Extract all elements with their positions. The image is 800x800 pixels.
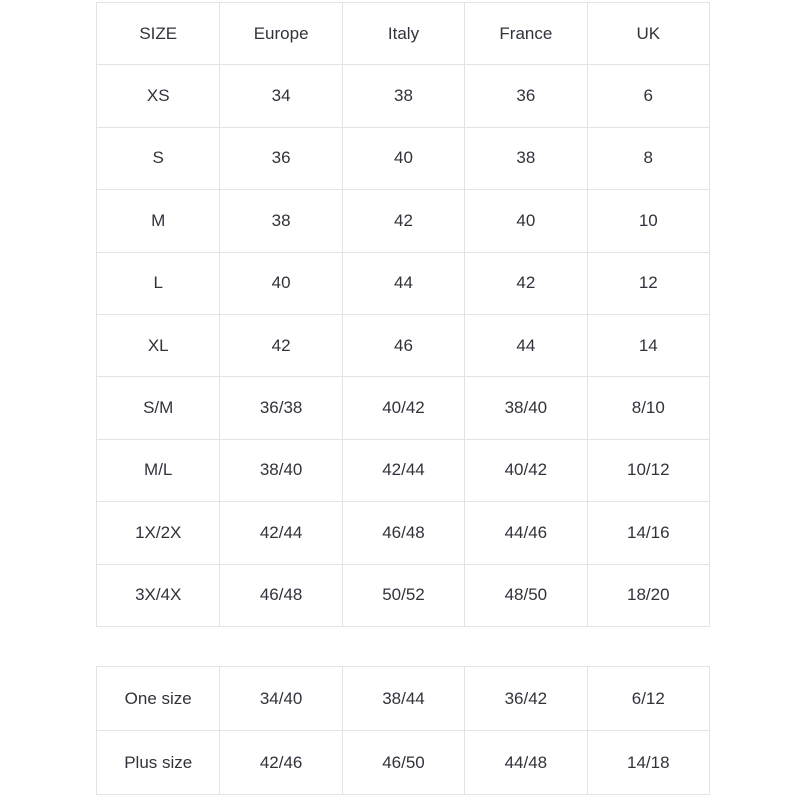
cell-france: 38/40 xyxy=(465,377,587,439)
row-label: M/L xyxy=(97,439,220,501)
column-header-europe: Europe xyxy=(220,3,342,65)
cell-uk: 12 xyxy=(587,252,709,314)
extra-size-table-wrapper xyxy=(96,666,710,795)
column-header-france: France xyxy=(465,3,587,65)
table-row xyxy=(97,190,710,252)
cell-italy: 38/44 xyxy=(342,667,464,731)
cell-uk: 8/10 xyxy=(587,377,709,439)
table-row xyxy=(97,502,710,564)
cell-italy: 42/44 xyxy=(342,439,464,501)
cell-europe: 36 xyxy=(220,127,342,189)
table-row xyxy=(97,314,710,376)
cell-italy: 42 xyxy=(342,190,464,252)
extra-size-table xyxy=(96,666,710,795)
row-label: L xyxy=(97,252,220,314)
cell-europe: 42/44 xyxy=(220,502,342,564)
cell-uk: 6 xyxy=(587,65,709,127)
cell-italy: 50/52 xyxy=(342,564,464,626)
table-row xyxy=(97,377,710,439)
cell-italy: 44 xyxy=(342,252,464,314)
column-header-italy: Italy xyxy=(342,3,464,65)
cell-uk: 14 xyxy=(587,314,709,376)
cell-europe: 36/38 xyxy=(220,377,342,439)
column-header-uk: UK xyxy=(587,3,709,65)
table-body xyxy=(97,65,710,627)
table-row xyxy=(97,252,710,314)
cell-uk: 14/16 xyxy=(587,502,709,564)
cell-france: 40/42 xyxy=(465,439,587,501)
cell-uk: 6/12 xyxy=(587,667,709,731)
row-label: Plus size xyxy=(97,731,220,795)
cell-france: 44/46 xyxy=(465,502,587,564)
cell-italy: 38 xyxy=(342,65,464,127)
row-label: 3X/4X xyxy=(97,564,220,626)
row-label: S xyxy=(97,127,220,189)
cell-uk: 18/20 xyxy=(587,564,709,626)
row-label: XL xyxy=(97,314,220,376)
table-row xyxy=(97,731,710,795)
cell-france: 36 xyxy=(465,65,587,127)
cell-italy: 46/50 xyxy=(342,731,464,795)
table-row xyxy=(97,667,710,731)
cell-europe: 34/40 xyxy=(220,667,342,731)
row-label: 1X/2X xyxy=(97,502,220,564)
cell-france: 48/50 xyxy=(465,564,587,626)
table-head xyxy=(97,3,710,65)
cell-france: 42 xyxy=(465,252,587,314)
cell-europe: 34 xyxy=(220,65,342,127)
cell-france: 38 xyxy=(465,127,587,189)
cell-italy: 46/48 xyxy=(342,502,464,564)
cell-europe: 46/48 xyxy=(220,564,342,626)
cell-europe: 42 xyxy=(220,314,342,376)
column-header-size: SIZE xyxy=(97,3,220,65)
cell-france: 40 xyxy=(465,190,587,252)
row-label: S/M xyxy=(97,377,220,439)
cell-france: 44/48 xyxy=(465,731,587,795)
cell-uk: 10/12 xyxy=(587,439,709,501)
cell-europe: 42/46 xyxy=(220,731,342,795)
table-row xyxy=(97,439,710,501)
cell-europe: 38/40 xyxy=(220,439,342,501)
cell-europe: 38 xyxy=(220,190,342,252)
main-size-table-wrapper xyxy=(96,2,710,627)
cell-uk: 8 xyxy=(587,127,709,189)
cell-italy: 40/42 xyxy=(342,377,464,439)
cell-italy: 40 xyxy=(342,127,464,189)
row-label: One size xyxy=(97,667,220,731)
extra-table-body xyxy=(97,667,710,795)
row-label: XS xyxy=(97,65,220,127)
table-header-row xyxy=(97,3,710,65)
cell-italy: 46 xyxy=(342,314,464,376)
cell-france: 44 xyxy=(465,314,587,376)
main-size-table xyxy=(96,2,710,627)
cell-uk: 10 xyxy=(587,190,709,252)
table-row xyxy=(97,127,710,189)
table-row xyxy=(97,65,710,127)
table-row xyxy=(97,564,710,626)
row-label: M xyxy=(97,190,220,252)
cell-uk: 14/18 xyxy=(587,731,709,795)
cell-europe: 40 xyxy=(220,252,342,314)
cell-france: 36/42 xyxy=(465,667,587,731)
